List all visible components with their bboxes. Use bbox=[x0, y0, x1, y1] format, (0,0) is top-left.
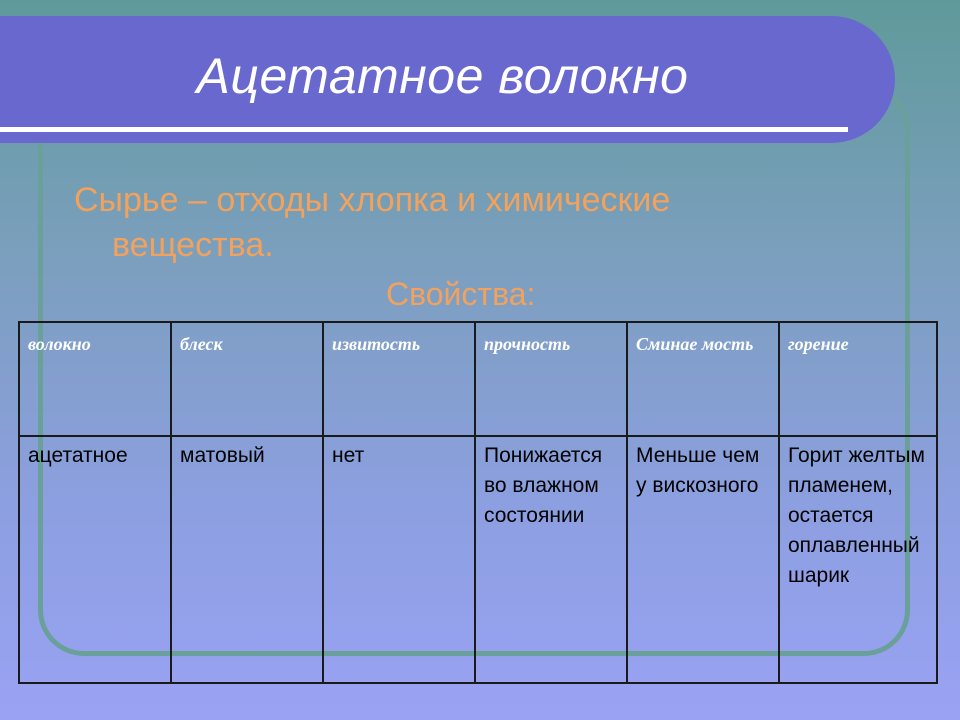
table-row bbox=[19, 436, 937, 683]
header-crimp: извитость bbox=[323, 322, 475, 436]
cell-strength: Понижается во влажном состоянии bbox=[475, 436, 627, 683]
properties-table bbox=[18, 321, 938, 684]
header-strength: прочность bbox=[475, 322, 627, 436]
header-burning: горение bbox=[779, 322, 937, 436]
slide-title: Ацетатное волокно bbox=[196, 48, 689, 104]
cell-creasing: Меньше чем у вискозного bbox=[627, 436, 779, 683]
header-fiber: волокно bbox=[19, 322, 171, 436]
cell-fiber: ацетатное bbox=[19, 436, 171, 683]
properties-label: Свойства: bbox=[386, 276, 536, 312]
cell-burning: Горит желтым пламенем, остается оплавленный шарик bbox=[779, 436, 937, 683]
header-creasing: Сминае мость bbox=[627, 322, 779, 436]
cell-luster: матовый bbox=[171, 436, 323, 683]
table-header-row bbox=[19, 322, 937, 436]
cell-crimp: нет bbox=[323, 436, 475, 683]
header-luster: блеск bbox=[171, 322, 323, 436]
subtitle-text bbox=[74, 178, 774, 268]
title-underline bbox=[0, 127, 848, 132]
subtitle-line-1: Сырье – отходы хлопка и химические bbox=[74, 181, 671, 219]
subtitle-line-2: вещества. bbox=[112, 226, 274, 264]
